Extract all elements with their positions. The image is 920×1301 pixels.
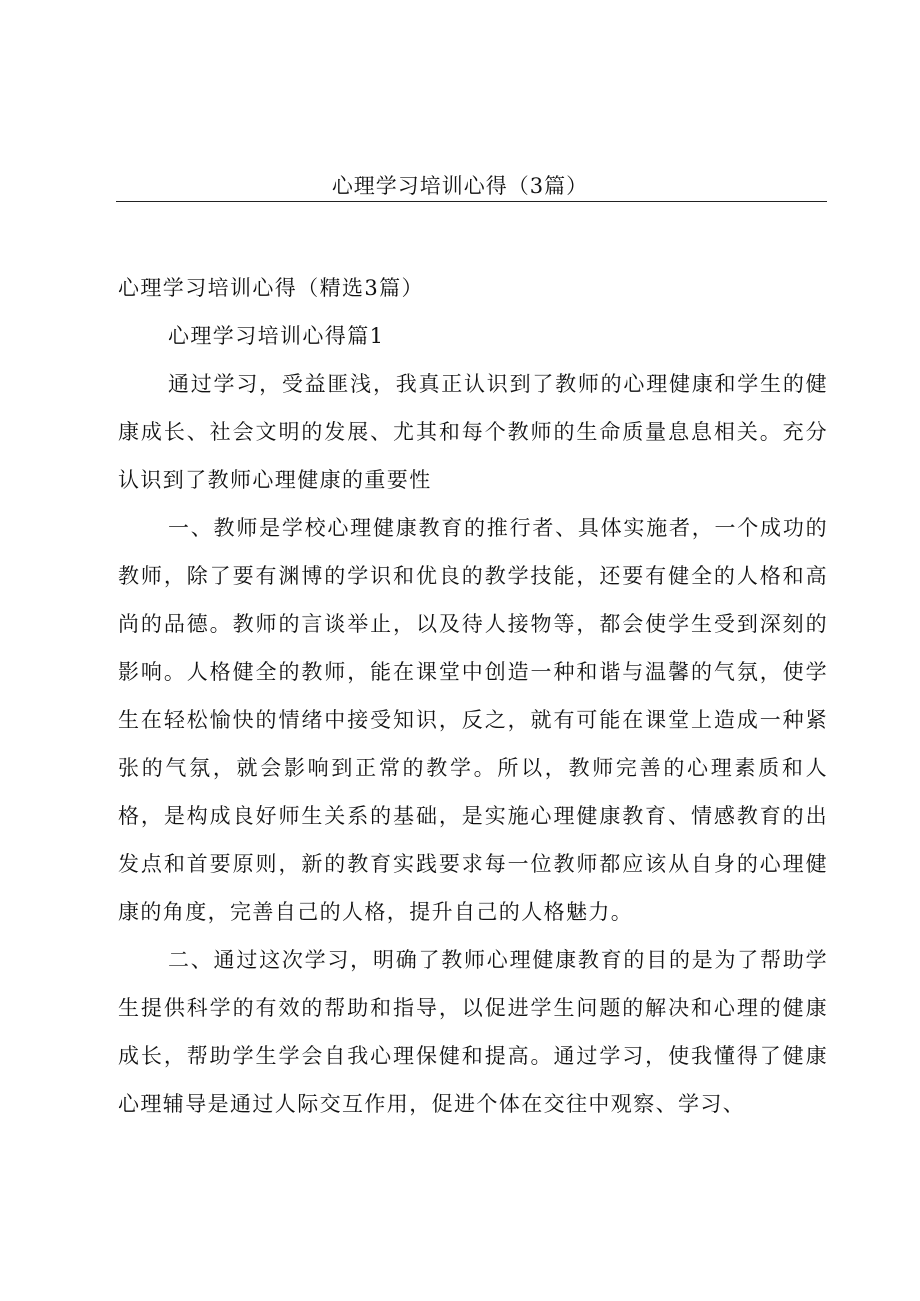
- paragraph-point-one: 一、教师是学校心理健康教育的推行者、具体实施者，一个成功的教师，除了要有渊博的学识和优良的教学技能，还要有健全的人格和高尚的品德。教师的言谈举止，以及待人接物等，都会使学生受到深刻的影响。人格健全的教师，能在课堂中创造一种和谐与温馨的气氛，使学生在轻松愉快的情绪中接受知识，反之，就有可能在课堂上造成一种紧张的气氛，就会影响到正常的教学。所以，教师完善的心理素质和人格，是构成良好师生关系的基础，是实施心理健康教育、情感教育的出发点和首要原则，新的教育实践要求每一位教师都应该从自身的心理健康的角度，完善自己的人格，提升自己的人格魅力。: [118, 516, 828, 924]
- document-subtitle: 心理学习培训心得（精选3篇）: [118, 276, 424, 300]
- paragraph-point-two: 二、通过这次学习，明确了教师心理健康教育的目的是为了帮助学生提供科学的有效的帮助和指导，以促进学生问题的解决和心理的健康成长，帮助学生学会自我心理保健和提高。通过学习，使我懂得了健康心理辅导是通过人际交互作用，促进个体在交往中观察、学习、: [118, 948, 828, 1116]
- page-title: 心理学习培训心得（3篇）: [331, 174, 589, 198]
- section-heading: 心理学习培训心得篇1: [168, 324, 385, 348]
- title-underline: [116, 201, 827, 202]
- document-body: [118, 360, 828, 1128]
- paragraph-intro: 通过学习，受益匪浅，我真正认识到了教师的心理健康和学生的健康成长、社会文明的发展、尤其和每个教师的生命质量息息相关。充分认识到了教师心理健康的重要性: [118, 372, 828, 492]
